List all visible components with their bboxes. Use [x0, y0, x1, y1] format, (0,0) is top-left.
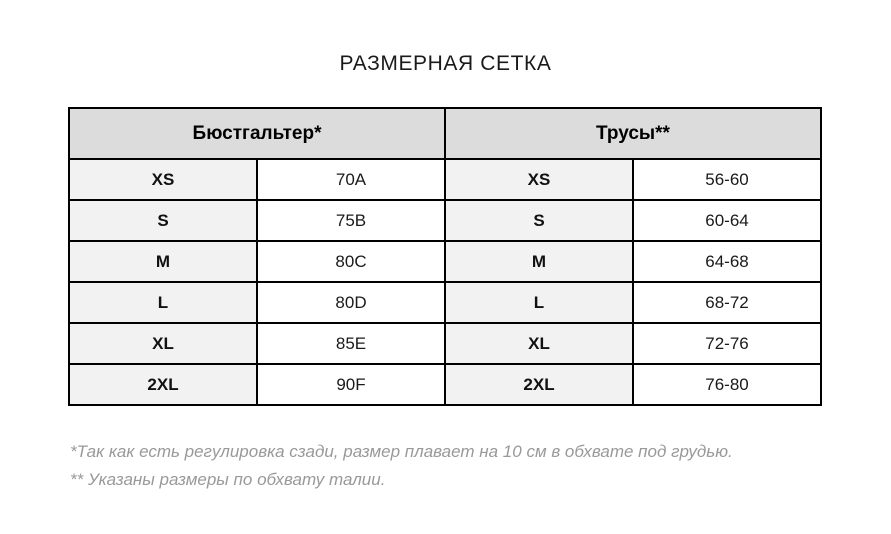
size-table-body	[69, 159, 821, 405]
header-row	[69, 108, 821, 159]
table-row	[69, 159, 821, 200]
table-row	[69, 241, 821, 282]
panties-size-label: S	[445, 200, 633, 241]
size-table-header	[69, 108, 821, 159]
panties-size-label: 2XL	[445, 364, 633, 405]
size-table	[68, 107, 822, 406]
panties-size-label: XL	[445, 323, 633, 364]
panties-size-value: 60-64	[633, 200, 821, 241]
panties-size-label: L	[445, 282, 633, 323]
bra-size-value: 80D	[257, 282, 445, 323]
bra-size-value: 90F	[257, 364, 445, 405]
footnote-bra: *Так как есть регулировка сзади, размер плавает на 10 см в обхвате под грудью.	[70, 442, 733, 461]
column-header-bra: Бюстгальтер*	[69, 108, 445, 159]
page-title: РАЗМЕРНАЯ СЕТКА	[339, 52, 552, 75]
bra-size-value: 80C	[257, 241, 445, 282]
table-row	[69, 282, 821, 323]
bra-size-label: S	[69, 200, 257, 241]
bra-size-value: 75B	[257, 200, 445, 241]
bra-size-label: XS	[69, 159, 257, 200]
panties-size-value: 68-72	[633, 282, 821, 323]
panties-size-label: XS	[445, 159, 633, 200]
table-row	[69, 364, 821, 405]
table-row	[69, 200, 821, 241]
panties-size-value: 64-68	[633, 241, 821, 282]
panties-size-label: M	[445, 241, 633, 282]
bra-size-label: 2XL	[69, 364, 257, 405]
column-header-panties: Трусы**	[445, 108, 821, 159]
bra-size-label: M	[69, 241, 257, 282]
table-row	[69, 323, 821, 364]
footnote-panties: ** Указаны размеры по обхвату талии.	[70, 470, 386, 489]
bra-size-value: 70A	[257, 159, 445, 200]
bra-size-value: 85E	[257, 323, 445, 364]
panties-size-value: 56-60	[633, 159, 821, 200]
panties-size-value: 72-76	[633, 323, 821, 364]
footnotes	[70, 438, 850, 494]
panties-size-value: 76-80	[633, 364, 821, 405]
bra-size-label: XL	[69, 323, 257, 364]
bra-size-label: L	[69, 282, 257, 323]
